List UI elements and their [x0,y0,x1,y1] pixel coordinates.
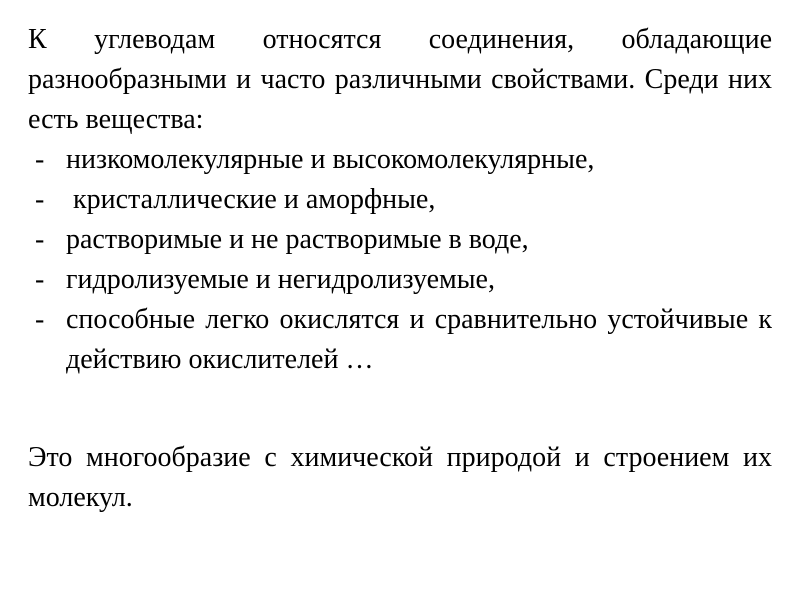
intro-paragraph: К углеводам относятся соединения, обладающие разнообразными и часто различными свойствами. Среди них есть вещества: [28,24,772,135]
list-item [28,180,772,220]
bullet-dash-marker: - [35,304,45,335]
list-item [28,260,772,300]
bullet-text: кристаллические и аморфные, [66,184,436,215]
bullet-dash-marker: - [35,264,45,295]
closing-paragraph: Это многообразие с химической природой и строением их молекул. [28,442,772,513]
bullet-list [28,140,779,380]
bullet-text: гидролизуемые и негидролизуемые, [66,264,495,295]
list-item [28,140,772,180]
bullet-text: способные легко окислятся и сравнительно устойчивые к действию окислителей … [66,304,779,375]
bullet-text: растворимые и не растворимые в воде, [66,224,529,255]
bullet-dash-marker: - [35,224,45,255]
list-item [28,300,779,380]
bullet-dash-marker: - [35,184,45,215]
bullet-dash-marker: - [35,144,45,175]
bullet-text: низкомолекулярные и высокомолекулярные, [66,144,595,175]
list-item [28,220,772,260]
